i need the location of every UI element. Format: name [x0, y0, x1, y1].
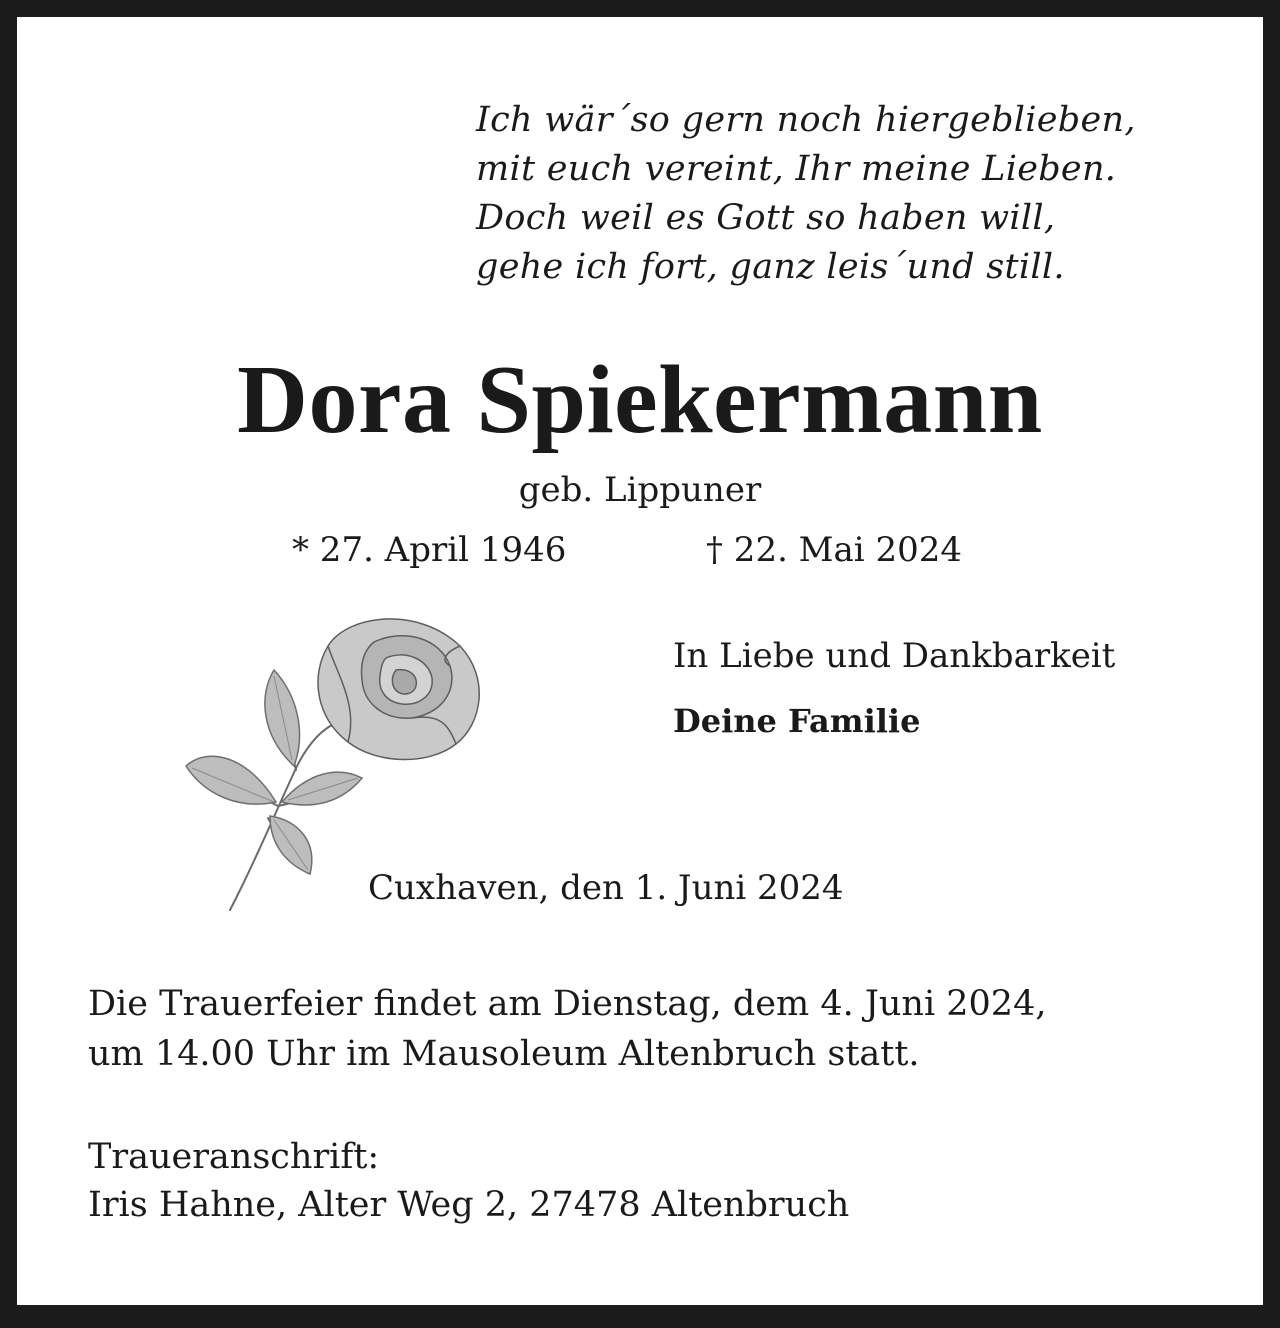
- mourning-address: [88, 1133, 849, 1229]
- poem-line: gehe ich fort, ganz leis´und still.: [476, 247, 1065, 287]
- poem: [476, 96, 1136, 292]
- dedication-text: In Liebe und Dankbarkeit: [673, 636, 1116, 676]
- family-signature: Deine Familie: [673, 702, 921, 740]
- ceremony-line: Die Trauerfeier findet am Dienstag, dem 4. Juni 2024,: [88, 984, 1047, 1024]
- deceased-name: Dora Spiekermann: [237, 346, 1043, 454]
- ceremony-info: [88, 979, 1046, 1079]
- poem-line: Ich wär´so gern noch hiergeblieben,: [476, 100, 1136, 140]
- address-line: Iris Hahne, Alter Weg 2, 27478 Altenbruch: [88, 1185, 850, 1225]
- birth-date: * 27. April 1946: [292, 530, 567, 570]
- birth-name: geb. Lippuner: [518, 470, 762, 510]
- death-date: † 22. Mai 2024: [706, 530, 962, 570]
- poem-line: mit euch vereint, Ihr meine Lieben.: [476, 149, 1117, 189]
- place-and-date: Cuxhaven, den 1. Juni 2024: [368, 868, 844, 908]
- ceremony-line: um 14.00 Uhr im Mausoleum Altenbruch statt.: [88, 1034, 920, 1074]
- address-label: Traueranschrift:: [88, 1137, 380, 1177]
- poem-line: Doch weil es Gott so haben will,: [476, 198, 1056, 238]
